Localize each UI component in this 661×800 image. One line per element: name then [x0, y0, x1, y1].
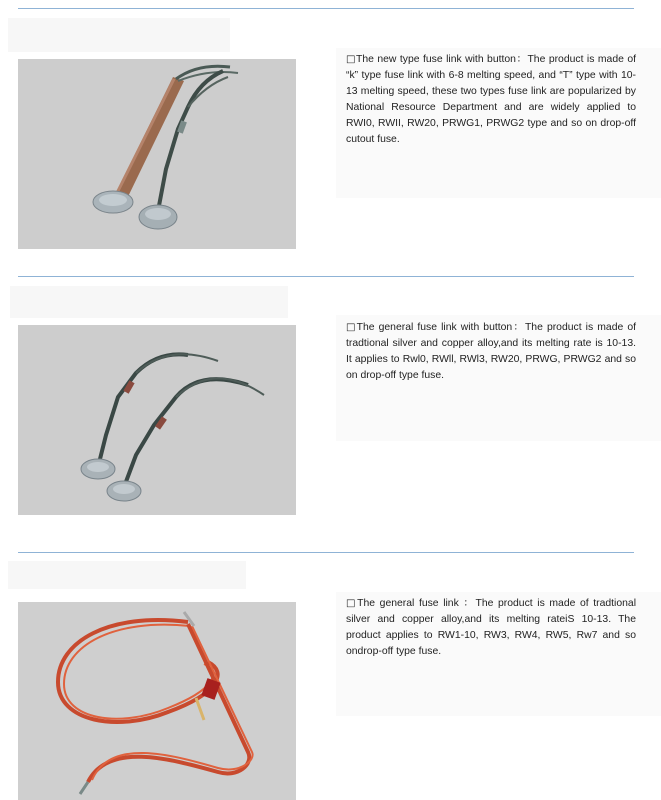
section-divider: [18, 276, 634, 277]
checkbox-icon: □: [346, 54, 357, 65]
product-photo: [18, 59, 296, 249]
description-text: The general fuse link ：The product is made of tradtional silver and copper alloy,and its melting rateiS 10-13. The product applies to RW1-10, RW3, RW4, RW5, Rw7 and so ondrop-off type fuse.: [346, 598, 636, 657]
description-text: The new type fuse link with button：The product is made of “k” type fuse link with 6-8 melting speed, and “T” type with 10-13 melting speed, these two types fuse link are popularized by National Resource Department and are widely applied to RWI0, RWII, RW20, PRWG1, PRWG2 type and so on drop-off cutout fuse.: [346, 54, 636, 145]
section-divider: [18, 8, 634, 9]
description-text: The general fuse link with button：The product is made of tradtional silver and copper alloy,and its melting rate is 10-13. It applies to Rwl0, RWll, RWl3, RW20, PRWG, PRWG2 and so on drop-off type fuse.: [346, 322, 636, 381]
checkbox-icon: □: [346, 598, 358, 609]
product-description: [346, 320, 636, 384]
product-photo: [18, 325, 296, 515]
section-title-box: [8, 561, 246, 589]
general-fuse-link-image: [18, 602, 296, 800]
section-title-box: [10, 286, 288, 318]
product-description: [346, 596, 636, 660]
section-divider: [18, 552, 634, 553]
checkbox-icon: □: [346, 322, 357, 333]
product-description: [346, 52, 636, 148]
section-title-box: [8, 18, 230, 52]
product-photo: [18, 602, 296, 800]
fuse-link-button-general-image: [18, 325, 296, 515]
fuse-link-button-new-type-image: [18, 59, 296, 249]
